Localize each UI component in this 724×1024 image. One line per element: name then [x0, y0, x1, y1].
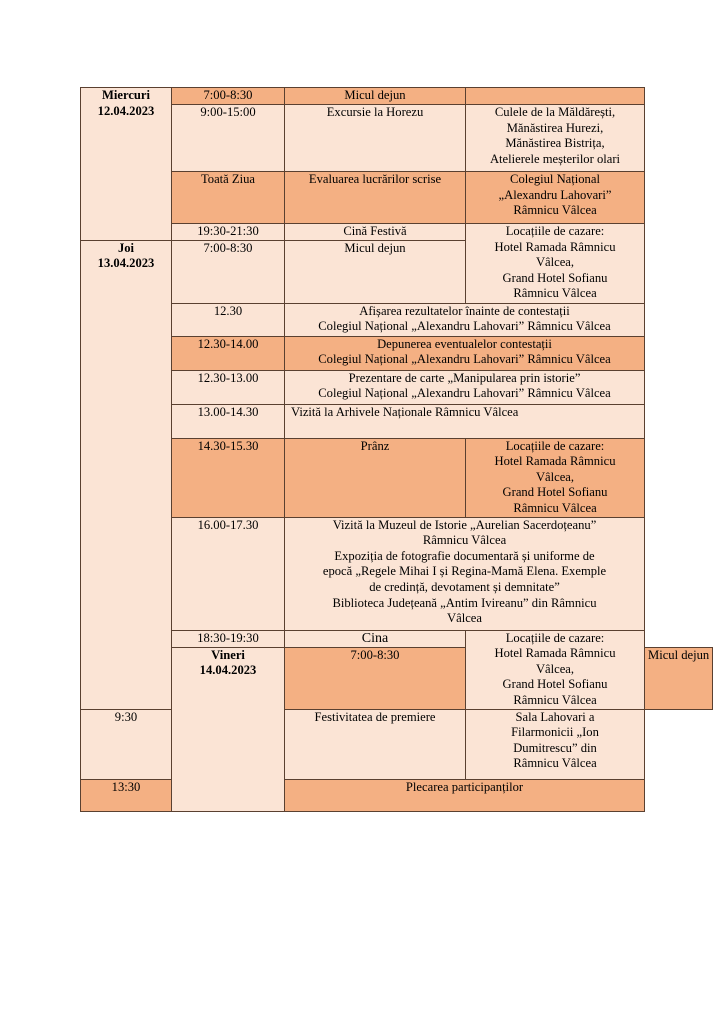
lodging-line: Vâlcea, — [535, 469, 575, 484]
lodging-line: Locațiile de cazare: — [505, 630, 605, 645]
day-cell-thursday — [81, 240, 172, 709]
time-cell: 7:00-8:30 — [172, 240, 285, 303]
location-cell — [466, 172, 645, 224]
event-line: Colegiul Național „Alexandru Lahovari” Râmnicu Vâlcea — [318, 352, 611, 367]
location-line: Atelierele meșterilor olari — [489, 151, 621, 166]
table-row — [81, 438, 713, 517]
location-line: „Alexandru Lahovari” — [498, 187, 612, 202]
lodging-line: Vâlcea, — [535, 255, 575, 270]
table-row — [81, 336, 713, 370]
lodging-cell — [466, 438, 645, 517]
lodging-line: Grand Hotel Sofianu — [502, 270, 608, 285]
lodging-line: Hotel Ramada Râmnicu — [494, 454, 616, 469]
time-cell: 9:00-15:00 — [172, 105, 285, 172]
time-cell: 9:30 — [81, 709, 172, 779]
event-cell — [285, 336, 645, 370]
activity-cell: Micul dejun — [645, 647, 713, 709]
location-line: Mănăstirea Hurezi, — [506, 120, 604, 135]
location-line: Colegiul Național — [510, 172, 600, 186]
activity-cell: Prânz — [285, 438, 466, 517]
event-line: Colegiul Național „Alexandru Lahovari” Râmnicu Vâlcea — [318, 386, 611, 401]
activity-cell: Micul dejun — [285, 88, 466, 105]
lodging-cell — [466, 630, 645, 709]
event-cell — [285, 517, 645, 630]
table-row — [81, 370, 713, 404]
location-line: Râmnicu Vâlcea — [513, 203, 597, 218]
event-cell — [285, 303, 645, 336]
time-cell: 13:30 — [81, 779, 172, 811]
lodging-line: Râmnicu Vâlcea — [513, 286, 597, 301]
event-cell: Vizită la Arhivele Naționale Râmnicu Vâlcea — [285, 404, 645, 438]
activity-cell: Micul dejun — [285, 240, 466, 303]
table-row — [81, 630, 713, 647]
time-cell: 19:30-21:30 — [172, 224, 285, 241]
time-cell: 7:00-8:30 — [285, 647, 466, 709]
lodging-line: Hotel Ramada Râmnicu — [494, 239, 616, 254]
event-line: Prezentare de carte „Manipularea prin istorie” — [348, 370, 581, 385]
day-name: Miercuri — [101, 88, 151, 102]
schedule-table — [80, 87, 713, 812]
lodging-line: Râmnicu Vâlcea — [513, 692, 597, 707]
time-cell: 18:30-19:30 — [172, 630, 285, 647]
time-cell: 14.30-15.30 — [172, 438, 285, 517]
location-cell — [466, 105, 645, 172]
event-cell: Plecarea participanților — [285, 779, 645, 811]
location-line: Culele de la Măldărești, — [494, 105, 616, 119]
table-row — [81, 517, 713, 630]
event-line: Râmnicu Vâlcea — [422, 533, 507, 548]
time-cell: Toată Ziua — [172, 172, 285, 224]
lodging-line: Hotel Ramada Râmnicu — [494, 646, 616, 661]
day-name: Vineri — [211, 647, 245, 662]
time-cell: 12.30-13.00 — [172, 370, 285, 404]
location-line: Dumitrescu” din — [513, 740, 597, 755]
location-line: Râmnicu Vâlcea — [513, 756, 597, 771]
table-row — [81, 88, 713, 105]
event-line: epocă „Regele Mihai I și Regina-Mamă Elena. Exemple — [322, 564, 607, 579]
time-cell: 13.00-14.30 — [172, 404, 285, 438]
day-date: 12.04.2023 — [97, 103, 155, 118]
table-row — [81, 105, 713, 172]
activity-cell: Cină Festivă — [285, 224, 466, 241]
activity-cell: Festivitatea de premiere — [285, 709, 466, 779]
time-cell: 12.30 — [172, 303, 285, 336]
day-date: 13.04.2023 — [97, 256, 155, 271]
lodging-line: Locațiile de cazare: — [505, 224, 605, 238]
location-cell — [466, 709, 645, 779]
day-cell-wednesday — [81, 88, 172, 241]
event-line: Vâlcea — [447, 611, 482, 626]
event-line: Vizită la Muzeul de Istorie „Aurelian Sacerdoțeanu” — [332, 517, 597, 532]
day-date: 14.04.2023 — [199, 663, 257, 678]
event-line: Expoziția de fotografie documentară și uniforme de — [334, 548, 595, 563]
day-name: Joi — [117, 240, 135, 255]
lodging-line: Vâlcea, — [535, 661, 575, 676]
activity-cell: Excursie la Horezu — [285, 105, 466, 172]
table-row — [81, 224, 713, 241]
lodging-line: Grand Hotel Sofianu — [502, 485, 608, 500]
table-row — [81, 172, 713, 224]
lodging-line: Locațiile de cazare: — [505, 438, 605, 453]
time-cell: 12.30-14.00 — [172, 336, 285, 370]
event-line: Depunerea eventualelor contestații — [377, 336, 552, 351]
event-line: Afișarea rezultatelor înainte de contestații — [359, 303, 570, 318]
location-line: Sala Lahovari a — [515, 709, 595, 724]
location-cell — [466, 88, 645, 105]
lodging-line: Grand Hotel Sofianu — [502, 677, 608, 692]
event-line: Biblioteca Județeană „Antim Ivireanu” din Râmnicu — [332, 595, 597, 610]
location-line: Mănăstirea Bistrița, — [505, 136, 605, 151]
event-line: de credință, devotament și demnitate” — [369, 579, 560, 594]
day-cell-friday — [172, 647, 285, 811]
location-line: Filarmonicii „Ion — [511, 725, 599, 740]
activity-cell: Evaluarea lucrărilor scrise — [285, 172, 466, 224]
event-line: Colegiul Național „Alexandru Lahovari” Râmnicu Vâlcea — [318, 319, 611, 334]
table-row — [81, 303, 713, 336]
lodging-line: Râmnicu Vâlcea — [513, 500, 597, 515]
event-cell — [285, 370, 645, 404]
time-cell: 16.00-17.30 — [172, 517, 285, 630]
activity-cell: Cina — [285, 630, 466, 647]
lodging-cell — [466, 224, 645, 304]
table-row — [81, 404, 713, 438]
time-cell: 7:00-8:30 — [172, 88, 285, 105]
